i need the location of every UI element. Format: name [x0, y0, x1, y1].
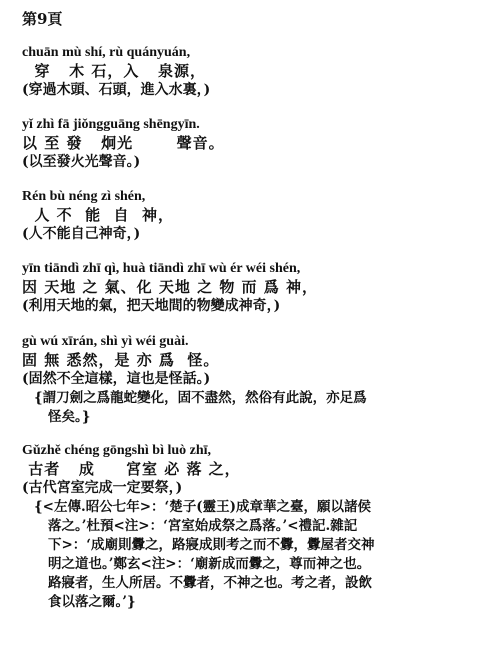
note-line: 落之。’杜預<注>：‘宮室始成祭之爲落。’<禮記.雜記 [48, 518, 358, 534]
page-number: 第9頁 [22, 10, 63, 28]
annotation-note [34, 498, 492, 612]
translation-line: (固然不全這樣，這也是怪話。) [22, 371, 211, 387]
chinese-text-line: 穿 木 石，入 泉源， [22, 62, 207, 80]
note-line: 明之道也。’鄭玄<注>：‘廟新成而釁之，尊而神之也。 [48, 556, 371, 572]
chinese-text-line: 固 無 悉然，是 亦 爲 怪。 [22, 351, 220, 369]
passage-section-5 [22, 333, 492, 427]
note-line: 下>：‘成廟則釁之，路寢成則考之而不釁，釁屋者交神 [48, 537, 375, 553]
passage-section-2 [22, 116, 492, 172]
chinese-text-line: 以 至 發 炯光 聲音。 [22, 134, 225, 152]
translation-line: (以至發火光聲音。) [22, 154, 141, 170]
translation-line: (利用天地的氣，把天地間的物變成神奇，) [22, 298, 281, 314]
translation-line: (人不能自己神奇，) [22, 226, 141, 242]
note-line: {<左傳.昭公七年>：‘楚子(靈王)成章華之臺，願以諸侯 [34, 499, 371, 515]
note-line: 怪矣。} [48, 409, 91, 425]
passage-section-6 [22, 442, 492, 612]
annotation-note [34, 389, 492, 427]
note-line: {謂刀劍之爲龍蛇變化，固不盡然，然俗有此說，亦足爲 [34, 390, 367, 406]
note-line: 食以落之爾。’} [48, 594, 136, 610]
pinyin-line: gù wú xīrán, shì yì wéi guài. [22, 334, 189, 349]
pinyin-line: Gǔzhě chéng gōngshì bì luò zhī, [22, 443, 212, 458]
pinyin-line: Rén bù néng zì shén, [22, 189, 146, 204]
pinyin-line: chuān mù shí, rù quányuán, [22, 45, 191, 60]
translation-line: (古代宮室完成一定要祭，) [22, 480, 183, 496]
pinyin-line: yīn tiāndì zhī qì, huà tiāndì zhī wù ér wéi shén, [22, 261, 301, 276]
chinese-text-line: 因 天地 之 氣、化 天地 之 物 而 爲 神， [22, 278, 319, 296]
note-line: 路寢者，生人所居。不釁者，不神之也。考之者，設飲 [48, 575, 372, 591]
translation-line: (穿過木頭、石頭，進入水裏，) [22, 82, 211, 98]
chinese-text-line: 古者 成 宮室 必 落 之， [22, 460, 241, 478]
pinyin-line: yǐ zhì fā jiǒngguāng shēngyīn. [22, 117, 200, 132]
chinese-text-line: 人 不 能 自 神， [22, 206, 175, 224]
passage-section-4 [22, 260, 492, 316]
passage-section-1 [22, 44, 492, 100]
passage-section-3 [22, 188, 492, 244]
